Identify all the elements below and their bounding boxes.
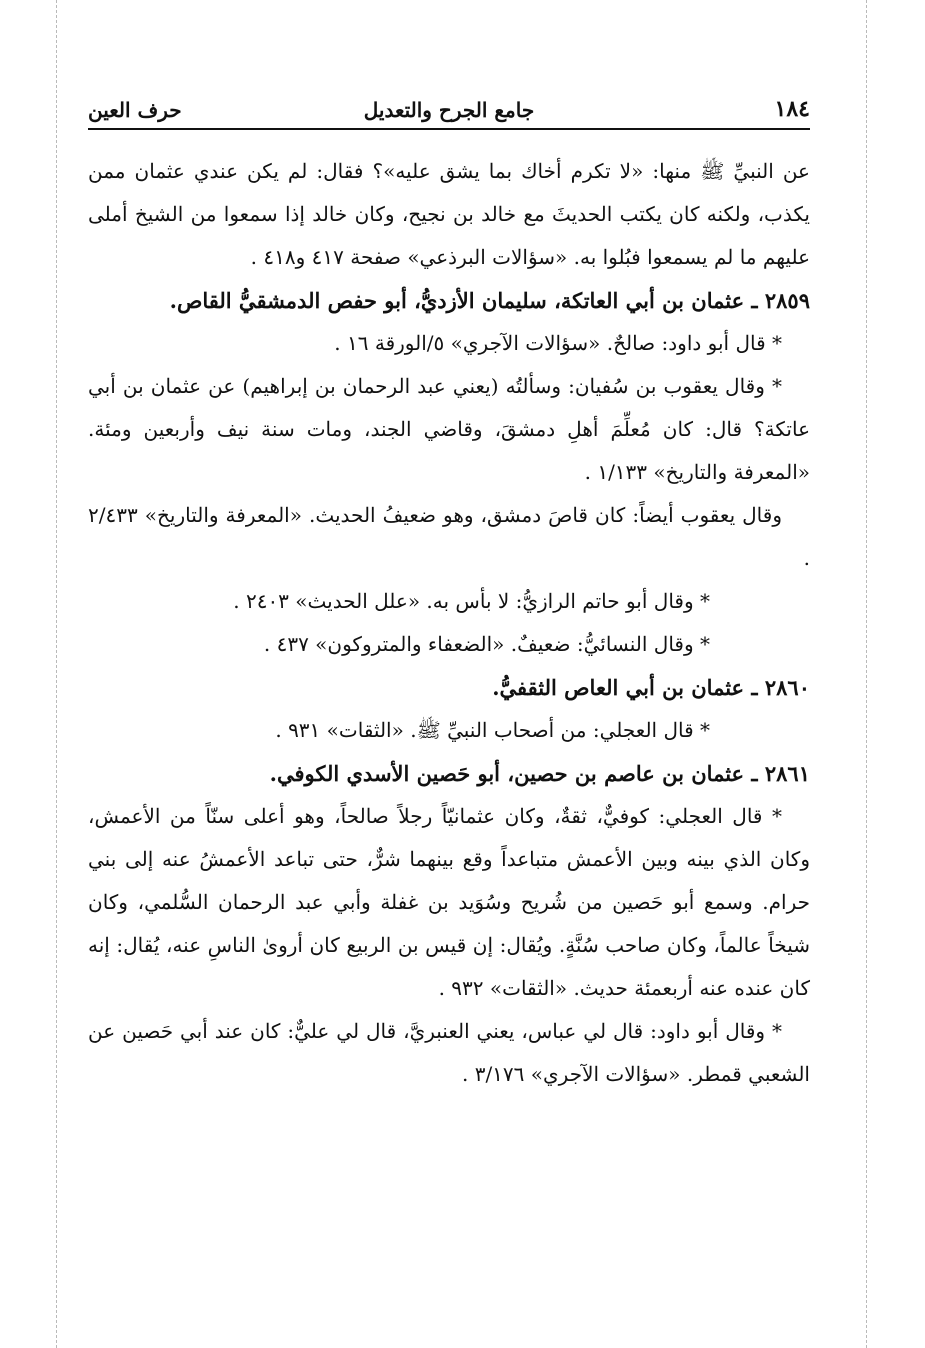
entry-2859-quote-3: وقال يعقوب أيضاً: كان قاصَ دمشق، وهو ضعيفُ الحديث. «المعرفة والتاريخ» ٢/٤٣٣ . [88,503,810,570]
continuation-paragraph: عن النبيِّ ﷺ منها: «لا تكرم أخاك بما يشق عليه»؟ فقال: لم يكن عندي عثمان ممن يكذب، ولكنه كان يكتب الحديثَ مع خالد بن نجيح، وكان خالد إذا سمعوا من الشيخ أملى عليهم ما لم يسمعوا فبُلوا به. «سؤالات البرذعي» صفحة ٤١٧ و٤١٨ . [88,159,810,269]
entry-2860-title: ٢٨٦٠ ـ عثمان بن أبي العاص الثقفيُّ. [492,675,810,700]
entry-2861-quote-1: * قال العجلي: كوفيٌّ، ثقةٌ، وكان عثمانيّاً رجلاً صالحاً، وهو أعلى سنّاً من الأعمش، وكان الذي بينه وبين الأعمش متباعداً وقع بينهما شرٌّ، حتى تباعد الأعمشُ عنه إلى بني حرام. وسمع أبو حَصين من شُريح وسُوَيد بن غفلة وأبي عبد الرحمان السُّلمي، وكان شيخاً عالماً، وكان صاحب سُنَّةٍ. ويُقال: إن قيس بن الربيع كان أروىٰ الناسِ عنه، يُقال: إنه كان عنده عنه أربعمئة حديث. «الثقات» ٩٣٢ . [88,804,810,1000]
entry-2859-quote-2: * وقال يعقوب بن سُفيان: وسألتُه (يعني عبد الرحمان بن إبراهيم) عن عثمان بن أبي عاتكة؟ قال: كان مُعلِّمَ أهلِ دمشقَ، وقاضي الجند، ومات سنة نيف وأربعين ومئة. «المعرفة والتاريخ» ١/١٣٣ . [88,374,810,484]
entry-2860-quote-1: * قال العجلي: من أصحاب النبيِّ ﷺ. «الثقات» ٩٣١ . [275,718,710,742]
book-title: جامع الجرح والتعديل [363,98,535,122]
entry-2859-quote-4: * وقال أبو حاتم الرازيُّ: لا بأس به. «علل الحديث» ٢٤٠٣ . [233,589,710,613]
entry-2861-title: ٢٨٦١ ـ عثمان بن عاصم بن حصين، أبو حَصين الأسدي الكوفي. [269,761,810,786]
right-margin-line [866,0,867,1348]
running-header [88,88,810,130]
entry-2859-quote-1: * قال أبو داود: صالحٌ. «سؤالات الآجري» ٥/الورقة ١٦ . [334,331,782,355]
entry-2861-quote-2: * وقال أبو داود: قال لي عباس، يعني العنبريَّ، قال لي عليٌّ: كان عند أبي حَصين عن الشعبي قمطر. «سؤالات الآجري» ٣/١٧٦ . [88,1019,810,1086]
page-body [88,150,810,1096]
page-number: ١٨٤ [774,96,810,122]
book-page [88,88,810,1096]
section-title: حرف العين [88,98,182,122]
left-margin-line [56,0,57,1348]
entry-2859-title: ٢٨٥٩ ـ عثمان بن أبي العاتكة، سليمان الأزديُّ، أبو حفص الدمشقيُّ القاص. [169,288,810,313]
entry-2859-quote-5: * وقال النسائيُّ: ضعيفٌ. «الضعفاء والمتروكون» ٤٣٧ . [263,632,710,656]
